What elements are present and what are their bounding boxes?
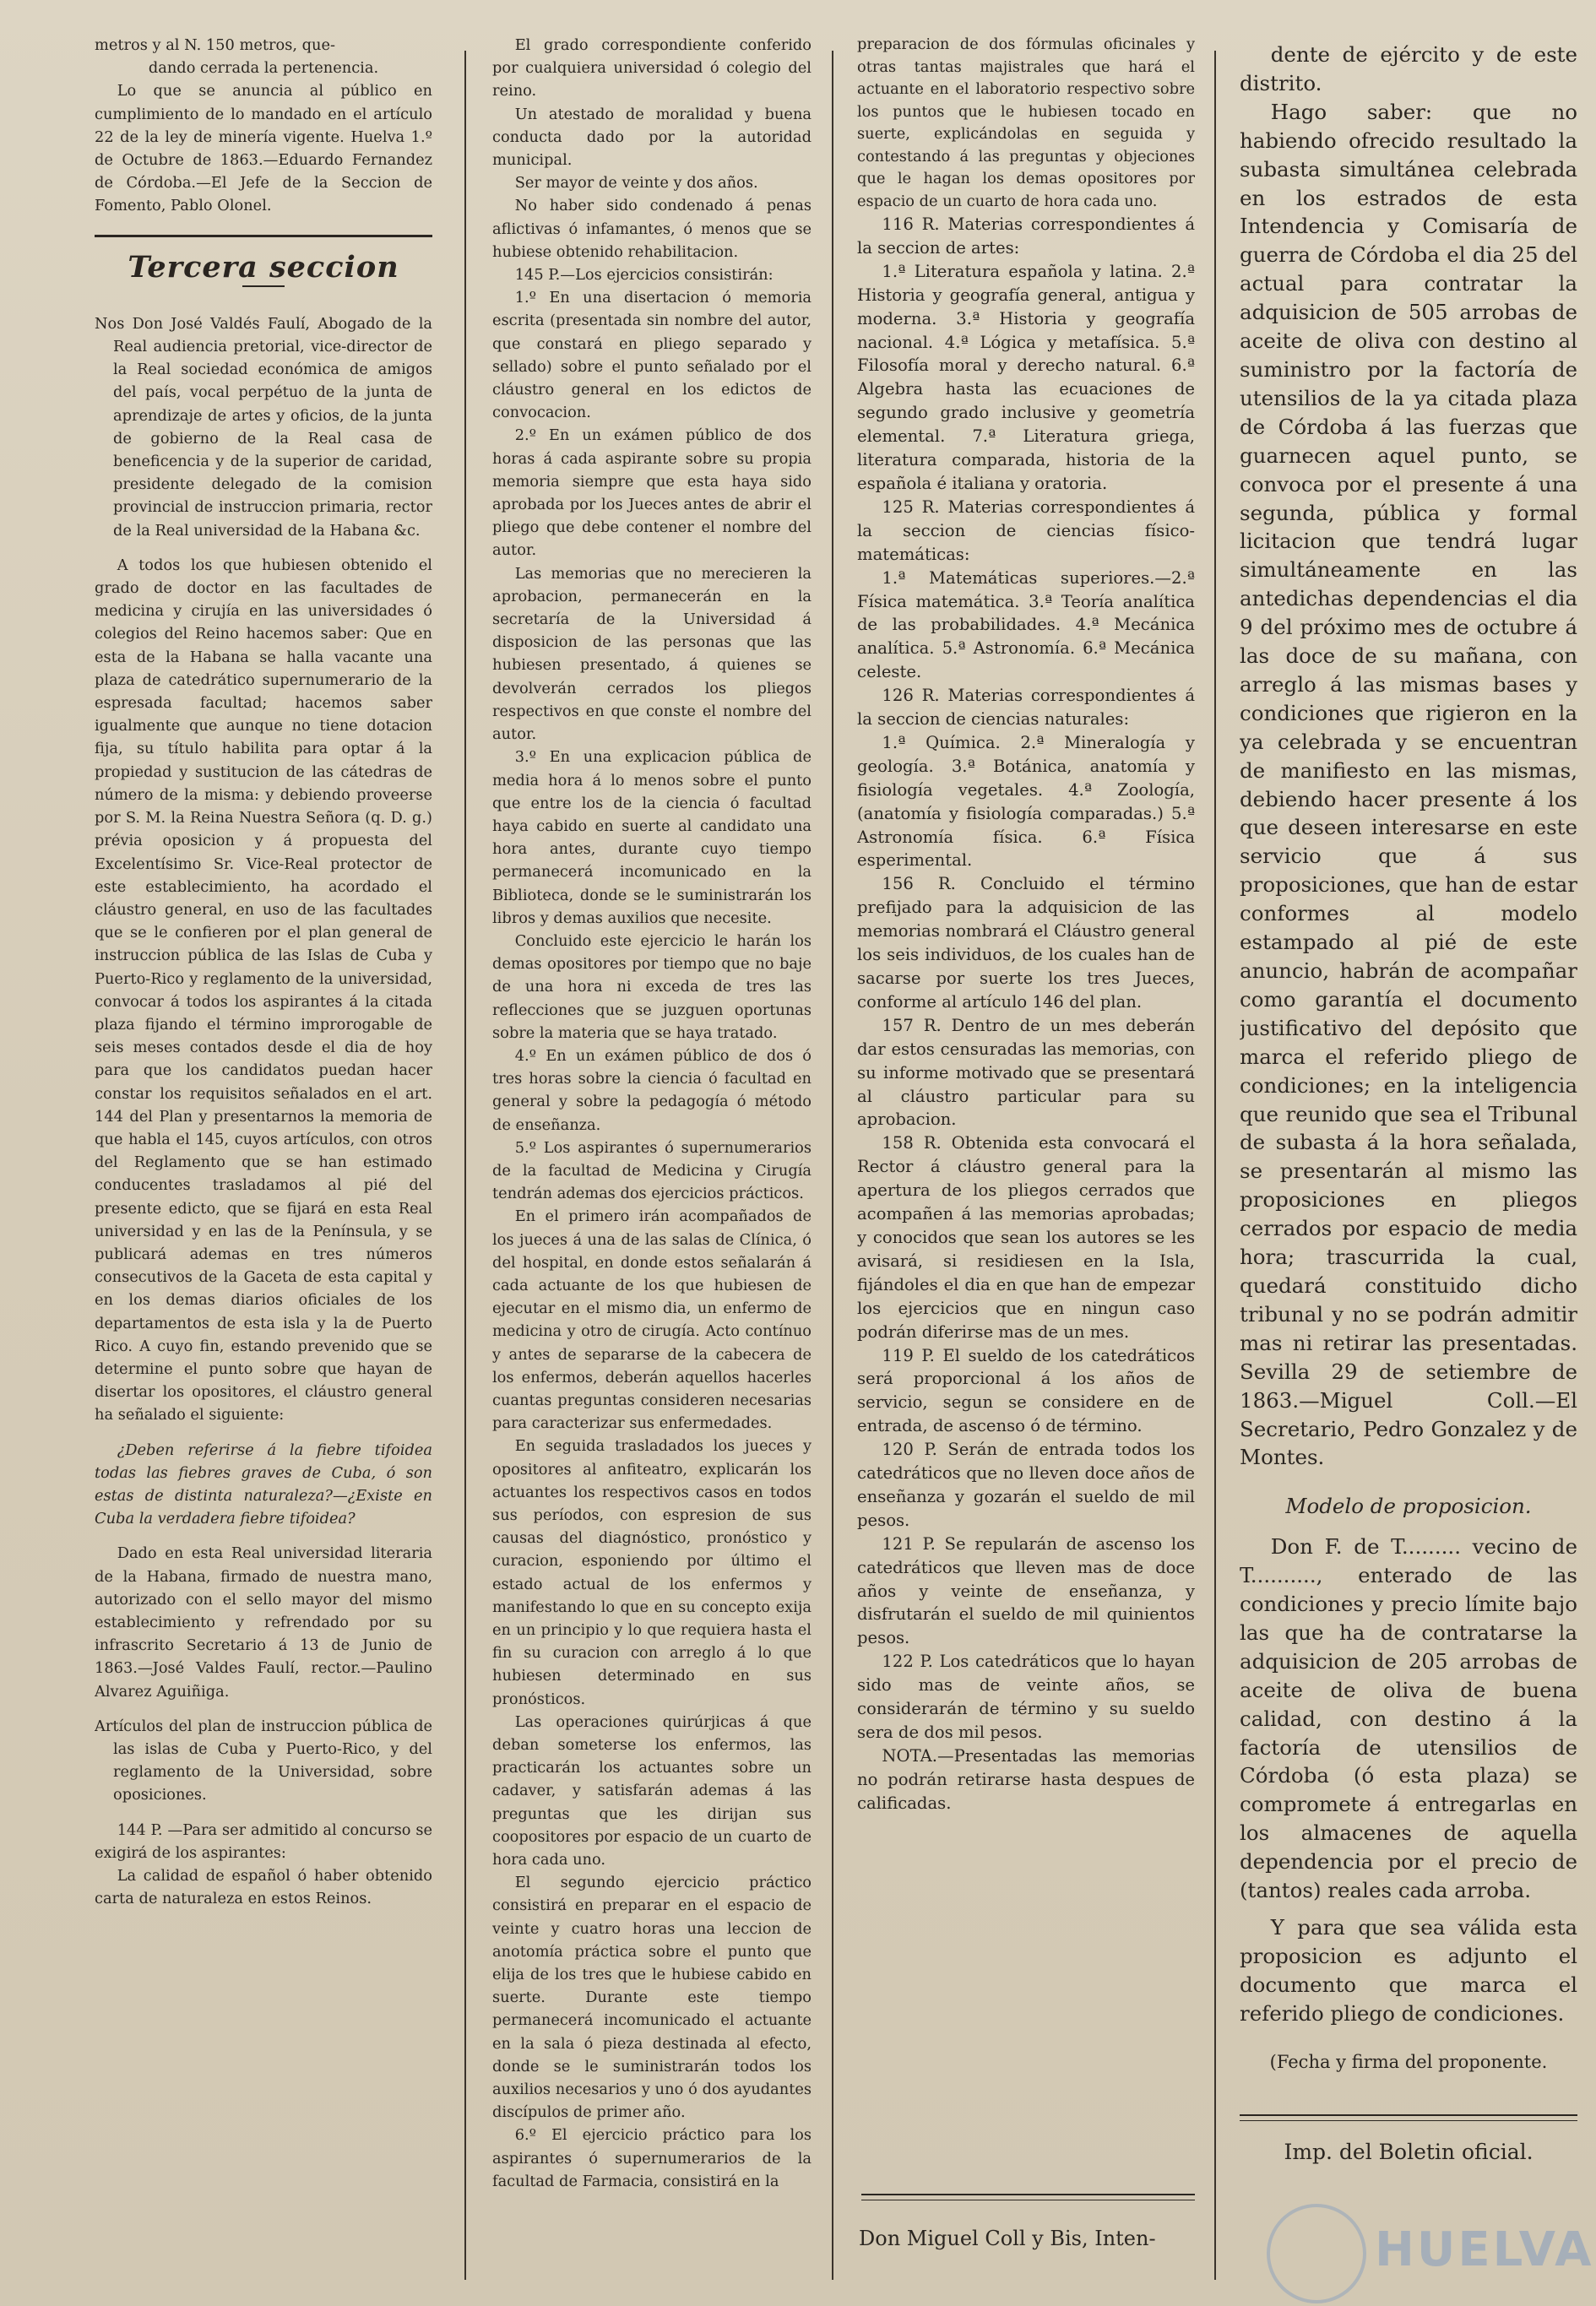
column-2: [492, 34, 812, 2193]
paragraph: 3.º En una explicacion pública de media hora á lo menos sobre el punto que entre los de la ciencia ó facultad haya cabido en suerte al candidato una hora antes, durante cuyo tiempo permanecerá incomunicado en la Biblioteca, donde se le suministrarán los libros y demas auxilios que necesite.: [492, 748, 812, 927]
paragraph: Nos Don José Valdés Faulí, Abogado de la Real audiencia pretorial, vice-director de la Real sociedad económica de amigos del país, vocal perpétuo de la junta de aprendizaje de artes y oficios, de la junta de gobierno de la Real casa de beneficencia y de la superior de caridad, presidente delegado de la comision provincial de instruccion primaria, rector de la Real universidad de la Habana &c.: [95, 314, 432, 540]
paragraph: 120 P. Serán de entrada todos los catedráticos que no lleven doce años de enseñanza y gozarán el sueldo de mil pesos.: [857, 1440, 1195, 1530]
paragraph: 158 R. Obtenida esta convocará el Rector á cláustro general para la apertura de los pliegos cerrados que acompañen á las memorias aprobadas; y conocidos que sean los autores se les avisará, si residiesen en la Isla, fijándoles el dia en que han de empezar los ejercicios que en ningun caso podrán diferirse mas de un mes.: [857, 1133, 1195, 1342]
column-divider: [1214, 51, 1216, 2280]
paragraph: 145 P.—Los ejercicios consistirán:: [514, 266, 774, 285]
paragraph: preparacion de dos fórmulas oficinales y otras tantas majistrales que hará el actuante en el laboratorio respectivo sobre los puntos que le hubiesen tocado en suerte, explicándolas en seguida y contestando á las preguntas y objeciones que le hagan los demas opositores por espacio de un cuarto de hora cada uno.: [857, 35, 1195, 210]
column-3: [857, 34, 1195, 2191]
paragraph: 119 P. El sueldo de los catedráticos será proporcional á los años de servicio, segun se considere en de entrada, de ascenso ó de término.: [857, 1345, 1195, 1436]
paragraph: NOTA.—Presentadas las memorias no podrán retirarse hasta despues de calificadas.: [857, 1745, 1195, 1813]
paragraph: 4.º En un exámen público de dos ó tres horas sobre la ciencia ó facultad en general y sobre la pedagogía ó método de enseñanza.: [492, 1046, 812, 1134]
paragraph: A todos los que hubiesen obtenido el grado de doctor en las facultades de medicina y cirujía en las universidades ó colegios del Reino hacemos saber: Que en esta de la Habana se halla vacante una plaza de catedrático supernumerario de la espresada facultad; hacemos saber igualmente que aunque no tiene dotacion fija, su título habilita para optar á la propiedad y sustitucion de las cátedras de número de la misma: y debiendo proveerse por S. M. la Reina Nuestra Señora (q. D. g.) prévia oposicion y á propuesta del Excelentísimo Sr. Vice-Real protector de este establecimiento, ha acordado el cláustro general, en uso de las facultades que se le confieren por el plan general de instruccion pública de las Islas de Cuba y Puerto-Rico y reglamento de la universidad, convocar á todos los aspirantes á la citada plaza fijando el término improrogable de seis meses contados desde el dia de hoy para que los candidatos puedan hacer constar los requisitos señalados en el art. 144 del Plan y presentarnos la memoria de que habla el 145, cuyos artículos, con otros del Reglamento que se han estimado conducentes trasladamos al pié del presente edicto, que se fijará en esta Real universidad y en las de la Península, y se publicará ademas en tres números consecutivos de la Gaceta de esta capital y en los demas diarios oficiales de los departamentos de esta isla y la de Puerto Rico. A cuyo fin, estando prevenido que se determine el punto sobre que hayan de disertar los opositores, el cláustro general ha señalado el siguiente:: [95, 556, 432, 1424]
paragraph: dente de ejército y de este distrito.: [1240, 42, 1577, 95]
paragraph: 6.º El ejercicio práctico para los aspirantes ó supernumerarios de la facultad de Farmacia, consistirá en la: [492, 2126, 812, 2190]
printer-credit: Imp. del Boletin oficial.: [1284, 2139, 1534, 2164]
paragraph: Un atestado de moralidad y buena conducta dado por la autoridad municipal.: [492, 105, 812, 170]
question-paragraph: ¿Deben referirse á la fiebre tifoidea todas las fiebres graves de Cuba, ó son estas de distinta naturaleza?—¿Existe en Cuba la verdadera fiebre tifoidea?: [95, 1441, 432, 1528]
closing-rule: [1240, 2114, 1577, 2121]
column-divider: [464, 51, 466, 2280]
paragraph: 125 R. Materias correspondientes á la seccion de ciencias físico-matemáticas:: [857, 496, 1195, 564]
paragraph: En el primero irán acompañados de los jueces á una de las salas de Clínica, ó del hospital, en donde estos señalarán á cada actuante de los que hubiesen de ejecutar en el mismo dia, un enfermo de medicina y otro de cirugía. Acto contínuo y antes de separarse de la cabecera de los enfermos, deberán aquellos hacerles cuantas preguntas consideren necesarias para caracterizar sus enfermedades.: [492, 1207, 812, 1433]
watermark-text: HUELVA: [1375, 2222, 1594, 2277]
text-line: metros y al N. 150 metros, que-: [95, 36, 335, 54]
paragraph: En seguida trasladados los jueces y opositores al anfiteatro, explicarán los actuantes los respectivos casos en todos sus períodos, con espresion de sus causas del diagnóstico, pronóstico y curacion, esponiendo por último el estado actual de los enfermos y manifestando lo que en su concepto exija en un principio y lo que requiera hasta el fin su curacion con arreglo á lo que hubiesen determinado en sus pronósticos.: [492, 1437, 812, 1708]
model-title: Modelo de proposicion.: [1285, 1494, 1532, 1519]
signature-note: (Fecha y firma del proponente.: [1269, 2051, 1548, 2072]
paragraph: Las operaciones quirúrjicas á que deban someterse los enfermos, las practicarán los actuantes sobre un cadaver, y satisfarán ademas á las preguntas que les dirijan sus coopositores por espacio de un cuarto de hora cada uno.: [492, 1712, 812, 1869]
paragraph: 156 R. Concluido el término prefijado para la adquisicion de las memorias nombrará el Cláustro general los seis individuos, de los cuales han de sacarse por suerte los tres Jueces, conforme al artículo 146 del plan.: [857, 874, 1195, 1012]
paragraph: No haber sido condenado á penas aflictivas ó infamantes, ó menos que se hubiese obtenido rehabilitacion.: [492, 197, 812, 261]
signature-line: Don Miguel Coll y Bis, Inten-: [859, 2227, 1156, 2250]
column-4: [1240, 41, 1577, 2295]
paragraph: 1.ª Matemáticas superiores.—2.ª Física matemática. 3.ª Teoría analítica de las probabilidades. 4.ª Mecánica analítica. 5.ª Astronomía. 6.ª Mecánica celeste.: [857, 567, 1195, 682]
paragraph: 2.º En un exámen público de dos horas á cada aspirante sobre su propia memoria siempre que esta haya sido aprobada por los Jueces antes de abrir el pliego que debe contener el nombre del autor.: [492, 426, 812, 560]
paragraph: 126 R. Materias correspondientes á la seccion de ciencias naturales:: [857, 686, 1195, 730]
paragraph: 1.ª Literatura española y latina. 2.ª Historia y geografía general, antigua y moderna. 3.ª Historia y geografía nacional. 4.ª Lógica y metafísica. 5.ª Filosofía moral y derecho natural. 6.ª Algebra hasta las ecuaciones de segundo grado inclusive y geometría elemental. 7.ª Literatura griega, literatura comparada, historia de la española é italiana y oratoria.: [857, 261, 1195, 493]
paragraph: Artículos del plan de instruccion pública de las islas de Cuba y Puerto-Rico, y del reglamento de la Universidad, sobre oposiciones.: [95, 1717, 432, 1804]
watermark-seal: [1267, 2204, 1366, 2303]
paragraph: El grado correspondiente conferido por cualquiera universidad ó colegio del reino.: [492, 36, 812, 100]
paragraph: Don F. de T......... vecino de T.........., enterado de las condiciones y precio límite bajo las que ha de contratarse la adquisicion de 205 arrobas de aceite de oliva de buena calidad, con destino á la factoría de utensilios de Córdoba (ó esta plaza) se compromete á entregarlas en los almacenes de aquella dependencia por el precio de (tantos) reales cada arroba.: [1240, 1534, 1577, 1903]
paragraph: 1.ª Química. 2.ª Mineralogía y geología. 3.ª Botánica, anatomía y fisiología vegetales. 4.ª Zoología, (anatomía y fisiología comparadas.) 5.ª Astronomía física. 6.ª Física esperimental.: [857, 732, 1195, 871]
text-line: dando cerrada la pertenencia.: [148, 59, 379, 78]
paragraph: Las memorias que no merecieren la aprobacion, permanecerán en la secretaría de la Universidad á disposicion de las personas que las hubiesen presentado, á quienes se devolverán cerrados los pliegos respectivos en que conste el nombre del autor.: [492, 564, 812, 744]
section-title: Tercera seccion: [128, 249, 399, 285]
paragraph: 157 R. Dentro de un mes deberán dar estos censuradas las memorias, con su informe motivado que se presentará al cláustro particular para su aprobacion.: [857, 1015, 1195, 1130]
column-divider: [832, 51, 833, 2280]
paragraph: Ser mayor de veinte y dos años.: [514, 174, 758, 193]
paragraph: Lo que se anuncia al público en cumplimiento de lo mandado en el artículo 22 de la ley de minería vigente. Huelva 1.º de Octubre de 1863.—Eduardo Fernandez de Córdoba.—El Jefe de la Seccion de Fomento, Pablo Olonel.: [95, 82, 432, 215]
title-dash: [242, 285, 285, 287]
paragraph: 5.º Los aspirantes ó supernumerarios de la facultad de Medicina y Cirugía tendrán ademas dos ejercicios prácticos.: [492, 1138, 812, 1203]
paragraph: 116 R. Materias correspondientes á la seccion de artes:: [857, 214, 1195, 258]
paragraph: Y para que sea válida esta proposicion es adjunto el documento que marca el referido pliego de condiciones.: [1240, 1915, 1577, 2026]
column-1: [95, 34, 432, 1910]
paragraph: 122 P. Los catedráticos que lo hayan sido mas de veinte años, se considerarán de término y su sueldo sera de dos mil pesos.: [857, 1652, 1195, 1742]
section-rule: [95, 235, 432, 237]
paragraph: La calidad de español ó haber obtenido carta de naturaleza en estos Reinos.: [95, 1867, 432, 1908]
paragraph: 1.º En una disertacion ó memoria escrita (presentada sin nombre del autor, que constará en pliego separado y sellado) sobre el punto señalado por el cláustro general en los edictos de convocacion.: [492, 289, 812, 422]
paragraph: Hago saber: que no habiendo ofrecido resultado la subasta simultánea celebrada en los estrados de esta Intendencia y Comisaría de guerra de Córdoba el dia 25 del actual para contratar la adquisicion de 505 arrobas de aceite de oliva con destino al suministro por la factoría de utensilios de la ya citada plaza de Córdoba á las fuerzas que guarnecen aquel punto, se convoca por el presente á una segunda, pública y formal licitacion que tendrá lugar simultáneamente en las antedichas dependencias el dia 9 del próximo mes de octubre á las doce de su mañana, con arreglo á las mismas bases y condiciones que rigieron en la ya celebrada y se encuentran de manifiesto en las mismas, debiendo hacer presente á los que deseen interesarse en este servicio que á sus proposiciones, que han de estar conformes al modelo estampado al pié de este anuncio, habrán de acompañar como garantía el documento justificativo del depósito que marca el referido pliego de condiciones; en la inteligencia que reunido que sea el Tribunal de subasta á la hora señalada, se presentarán al mismo las proposiciones en pliegos cerrados por espacio de media hora; trascurrida la cual, quedará constituido dicho tribunal y no se podrán admitir mas ni retirar las presentadas. Sevilla 29 de setiembre de 1863.—Miguel Coll.—El Secretario, Pedro Gonzalez y de Montes.: [1240, 99, 1577, 1470]
paragraph: El segundo ejercicio práctico consistirá en preparar en el espacio de veinte y cuatro horas una leccion de anotomía práctica sobre el punto que elija de los tres que le hubiese cabido en suerte. Durante este tiempo permanecerá incomunicado el actuante en la sala ó pieza destinada al efecto, donde se le suministrarán todos los auxilios necesarios y uno ó dos ayudantes discípulos de primer año.: [492, 1874, 812, 2122]
paragraph: 144 P. —Para ser admitido al concurso se exigirá de los aspirantes:: [95, 1820, 432, 1862]
closing-rule: [861, 2194, 1195, 2200]
paragraph: Concluido este ejercicio le harán los demas opositores por tiempo que no baje de una hora ni exceda de tres las reflecciones que se juzguen oportunas sobre la materia que se haya tratado.: [492, 931, 812, 1042]
paragraph: Dado en esta Real universidad literaria de la Habana, firmado de nuestra mano, autorizado con el sello mayor del mismo establecimiento y refrendado por su infrascrito Secretario á 13 de Junio de 1863.—José Valdes Faulí, rector.—Paulino Alvarez Aguiñiga.: [95, 1544, 432, 1701]
paragraph: 121 P. Se repularán de ascenso los catedráticos que lleven mas de doce años y veinte de enseñanza, y disfrutarán el sueldo de mil quinientos pesos.: [857, 1533, 1195, 1648]
